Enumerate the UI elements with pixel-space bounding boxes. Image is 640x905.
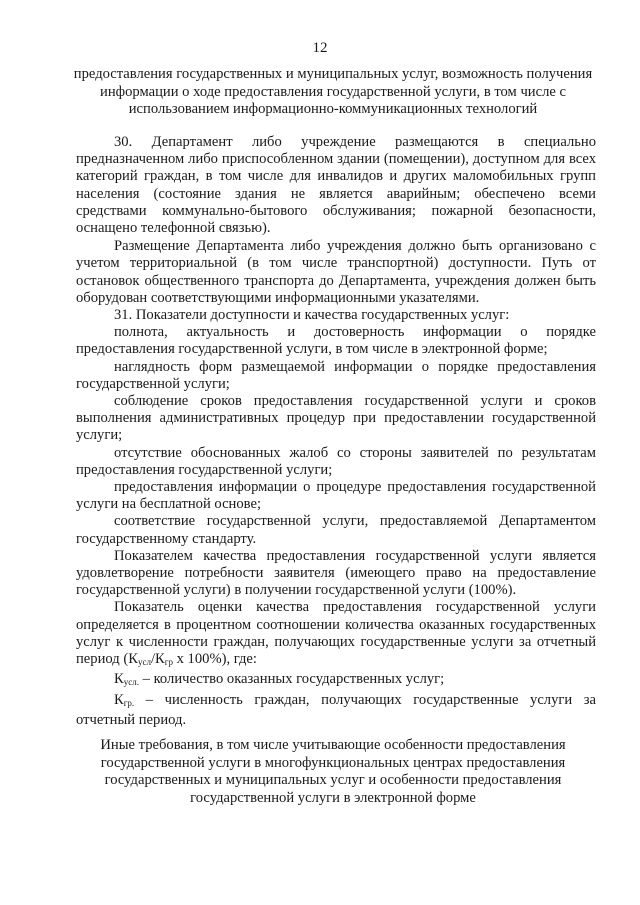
indicator-item: отсутствие обоснованных жалоб со стороны заявителей по результатам предоставления государственной услуги; <box>76 444 596 478</box>
page-number: 12 <box>312 40 328 56</box>
paragraph-31: 31. Показатели доступности и качества государственных услуг: <box>114 307 510 324</box>
paragraph-30-placement: Размещение Департамента либо учреждения должно быть организовано с учетом территориальной (в том числе транспортной) доступности. Путь от остановок общественного транспорта до Департамента, учреждения должен быть оборудован соответствующими информационными указателями. <box>76 238 596 306</box>
assessment-intro: Показатель оценки качества предоставления государственной услуги определяется в процентном соотношении количества оказанных государственных услуг к численности граждан, получающих государственные услуги за отчетный период ( <box>76 599 596 668</box>
indicator-item: соответствие государственной услуги, предоставляемой Департаментом государственному стандарту. <box>76 513 596 547</box>
indicator-item: соблюдение сроков предоставления государственной услуги и сроков выполнения административных процедур при предоставлении государственной услуги; <box>76 393 596 444</box>
paragraph-30: 30. Департамент либо учреждение размещаются в специально предназначенном либо приспособленном здании (помещении), доступном для всех категорий граждан, в том числе для инвалидов и других маломобильных групп населения (состояние здания не является аварийным; обеспечено всеми средствами коммунально-бытового обслуживания; пожарной безопасности, оснащено телефонной связью). <box>76 134 596 237</box>
formula: $К_{усл}/К_{гр}$ <box>128 651 173 668</box>
assessment-paragraph: Показатель оценки качества предоставления государственной услуги определяется в процентном соотношении количества оказанных государственных услуг к численности граждан, получающих государственные услуги за отчетный период ($К_{усл}/К_{гр}$ х 100%), где: <box>76 599 596 668</box>
quality-indicator-paragraph: Показателем качества предоставления государственной услуги является удовлетворение потребности заявителя (имеющего право на предоставление государственной услуги) в получении государственной услуги (100%). <box>76 547 596 599</box>
section-heading-continued: предоставления государственных и муниципальных услуг, возможность получения информации о ходе предоставления государственной услуги, в том числе с использованием информационно-коммуникационных технологий <box>73 66 593 117</box>
definition-k-gr: $К_{гр.}$ – численность граждан, получающих государственные услуги за отчетный период. <box>76 691 596 728</box>
indicator-item: предоставления информации о процедуре предоставления государственной услуги на бесплатной основе; <box>76 479 596 513</box>
indicator-item: полнота, актуальность и достоверность информации о порядке предоставления государственной услуги, в том числе в электронной форме; <box>76 324 596 358</box>
definition-k-usl: $К_{усл.}$ – количество оказанных государственных услуг; <box>114 671 445 688</box>
section-heading: Иные требования, в том числе учитывающие особенности предоставления государственной услуги в многофункциональных центрах предоставления государственных и муниципальных услуг и особенности предоставления государственной услуги в электронной форме <box>100 737 566 806</box>
document-body <box>76 134 596 729</box>
indicator-item: наглядность форм размещаемой информации о порядке предоставления государственной услуги; <box>76 358 596 392</box>
